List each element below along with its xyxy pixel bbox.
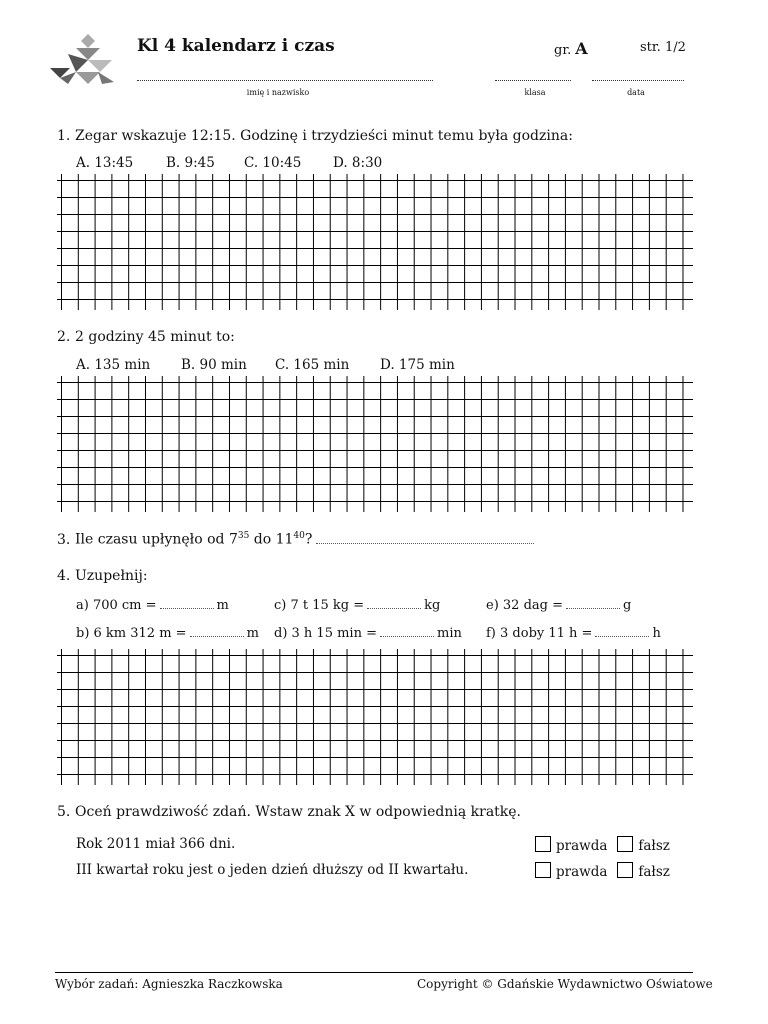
answer-field[interactable] (380, 626, 434, 637)
checkbox-true-1[interactable] (535, 836, 551, 852)
statement-2: III kwartał roku jest o jeden dzień dłuższy od II kwartału. (76, 862, 469, 878)
question-number: 4. (57, 568, 71, 584)
question-text-end: ? (304, 531, 313, 548)
answer-field[interactable] (160, 598, 214, 609)
conversion-label: d) 3 h 15 min = (274, 626, 377, 641)
unit-label: g (623, 598, 632, 613)
conversion-label: a) 700 cm = (76, 598, 157, 613)
date-line (592, 80, 684, 81)
question-3 (57, 531, 534, 548)
question-text: 2 godziny 45 minut to: (75, 329, 235, 345)
option-b[interactable]: B. 90 min (181, 357, 247, 373)
option-c[interactable]: C. 165 min (275, 357, 350, 373)
unit-label: m (246, 626, 259, 641)
class-caption: klasa (524, 88, 546, 97)
option-c[interactable]: C. 10:45 (244, 155, 302, 171)
conversion-label: c) 7 t 15 kg = (274, 598, 365, 613)
question-4 (57, 568, 148, 584)
checkbox-true-2[interactable] (535, 862, 551, 878)
unit-label: h (652, 626, 661, 641)
checkbox-false-2[interactable] (617, 862, 633, 878)
group-value: A (575, 39, 588, 58)
conversion-label: e) 32 dag = (486, 598, 563, 613)
answer-field[interactable] (367, 598, 421, 609)
answer-field[interactable] (566, 598, 620, 609)
class-line (495, 80, 571, 81)
conversion-b (76, 626, 259, 641)
conversion-e (486, 598, 631, 613)
checkbox-false-1[interactable] (617, 836, 633, 852)
answer-field[interactable] (316, 533, 534, 544)
question-text-mid: do 11 (249, 531, 294, 548)
answer-field[interactable] (190, 626, 244, 637)
unit-label: m (216, 598, 229, 613)
statement-2-choices (535, 862, 670, 880)
false-label: fałsz (638, 838, 670, 854)
option-d[interactable]: D. 175 min (380, 357, 455, 373)
answer-field[interactable] (595, 626, 649, 637)
statement-1: Rok 2011 miał 366 dni. (76, 836, 236, 852)
group-label: gr. (554, 43, 572, 58)
question-text: Oceń prawdziwość zdań. Wstaw znak X w odpowiednią kratkę. (75, 804, 522, 820)
name-caption: imię i nazwisko (246, 88, 310, 97)
footer-divider (55, 972, 693, 973)
option-b[interactable]: B. 9:45 (166, 155, 215, 171)
grid-q2 (57, 376, 693, 512)
question-5 (57, 804, 521, 820)
conversion-d (274, 626, 462, 641)
question-text: Ile czasu upłynęło od 7 (75, 531, 238, 548)
option-d[interactable]: D. 8:30 (333, 155, 383, 171)
date-caption: data (627, 88, 645, 97)
conversion-f (486, 626, 661, 641)
q2-options (76, 354, 455, 373)
superscript-minutes-2: 40 (293, 531, 305, 541)
tangram-logo (48, 32, 116, 90)
group-indicator (554, 39, 588, 58)
unit-label: min (437, 626, 462, 641)
conversion-a (76, 598, 229, 613)
unit-label: kg (424, 598, 441, 613)
question-number: 5. (57, 804, 71, 820)
question-text: Zegar wskazuje 12:15. Godzinę i trzydzieści minut temu była godzina: (75, 128, 573, 144)
worksheet-title: Kl 4 kalendarz i czas (137, 36, 335, 56)
conversion-label: f) 3 doby 11 h = (486, 626, 593, 641)
question-1 (57, 128, 573, 144)
option-a[interactable]: A. 13:45 (76, 155, 134, 171)
statement-1-choices (535, 836, 670, 854)
true-label: prawda (556, 864, 608, 880)
footer-copyright: Copyright © Gdańskie Wydawnictwo Oświatowe (417, 977, 713, 991)
conversion-c (274, 598, 440, 613)
superscript-minutes-1: 35 (237, 531, 250, 541)
grid-q1 (57, 174, 693, 310)
conversion-label: b) 6 km 312 m = (76, 626, 187, 641)
q1-options (76, 152, 382, 171)
true-label: prawda (556, 838, 608, 854)
grid-q4 (57, 649, 693, 785)
name-line (137, 80, 433, 81)
false-label: fałsz (638, 864, 670, 880)
question-number: 3. (57, 531, 71, 548)
question-text: Uzupełnij: (75, 568, 148, 584)
page-number: str. 1/2 (640, 40, 686, 55)
question-number: 1. (57, 128, 71, 144)
option-a[interactable]: A. 135 min (76, 357, 151, 373)
question-number: 2. (57, 329, 71, 345)
footer-author: Wybór zadań: Agnieszka Raczkowska (55, 977, 283, 991)
question-2 (57, 329, 235, 345)
